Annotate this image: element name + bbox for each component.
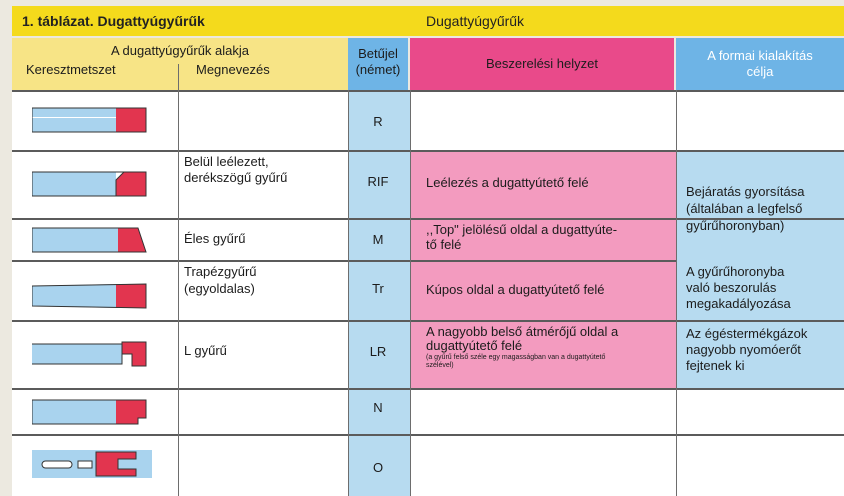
col-line [178, 90, 179, 496]
name-tr-line2: (egyoldalas) [184, 281, 255, 296]
position-lr-note-line1: (a gyűrű felső széle egy magasságban van a dugattyútető [426, 354, 606, 361]
purpose-tr-line2: való beszorulás [686, 280, 777, 295]
row-line [12, 260, 676, 262]
code-tr: Tr [372, 281, 384, 296]
ring-section-l-shaped-icon [32, 340, 152, 368]
row-line [12, 320, 844, 322]
code-n: N [373, 400, 383, 415]
ring-section-keystone-icon [32, 282, 152, 310]
ring-section-oil-control-icon [32, 450, 152, 478]
name-lr: L gyűrű [184, 343, 227, 358]
code-rif: RIF [367, 174, 389, 189]
title-bar [12, 6, 844, 36]
piston-ring-table [12, 38, 844, 496]
position-m-line2: tő felé [426, 237, 462, 252]
name-tr-line1: Trapézgyűrű [184, 264, 257, 279]
name-rif-line2: derékszögű gyűrű [184, 170, 288, 185]
header-name: Megnevezés [196, 62, 270, 77]
section-title: Dugattyúgyűrűk [426, 13, 525, 29]
purpose-tr-line3: megakadályozása [686, 296, 791, 311]
ring-section-rectangular-icon [32, 106, 152, 134]
header-position-label: Beszerelési helyzet [486, 56, 598, 71]
table-title: 1. táblázat. Dugattyúgyűrűk [22, 13, 205, 29]
purpose-merged-line2: (általában a legfelső [686, 201, 803, 216]
name-m: Éles gyűrű [184, 231, 246, 246]
header-code-line2: (német) [355, 62, 401, 77]
header-shape-group-label: A dugattyúgyűrűk alakja [110, 43, 250, 58]
purpose-lr-line2: nagyobb nyomóerőt [686, 342, 801, 357]
ring-section-napier-icon [32, 398, 152, 426]
purpose-lr-line1: Az égéstermékgázok [686, 326, 808, 341]
code-lr: LR [369, 344, 387, 359]
col-line [410, 90, 411, 496]
position-rif: Leélezés a dugattyútető felé [426, 175, 589, 190]
code-m: M [372, 232, 384, 247]
position-lr-line1: A nagyobb belső átmérőjű oldal a [426, 324, 619, 339]
row-line [12, 388, 844, 390]
row-line [12, 150, 844, 152]
purpose-lr-line3: fejtenek ki [686, 358, 745, 373]
code-r: R [373, 114, 383, 129]
purpose-tr-line1: A gyűrűhoronyba [686, 264, 785, 279]
row-line [12, 434, 844, 436]
header-divider [178, 64, 179, 90]
position-m-line1: ,,Top" jelölésű oldal a dugattyúte- [426, 222, 618, 237]
name-rif-line1: Belül leélezett, [184, 154, 269, 169]
row-line [12, 90, 844, 92]
position-tr: Kúpos oldal a dugattyútető felé [426, 282, 605, 297]
header-cross-section: Keresztmetszet [26, 62, 116, 77]
ring-section-taper-faced-icon [32, 226, 152, 254]
position-lr-note-line2: szélével) [426, 362, 454, 369]
purpose-merged-line1: Bejáratás gyorsítása [686, 184, 805, 199]
col-line [676, 90, 677, 496]
header-purpose-line2: célja [746, 64, 774, 79]
header-code-line1: Betűjel [358, 46, 398, 61]
header-purpose-line1: A formai kialakítás [707, 48, 813, 63]
ring-section-inner-bevel-icon [32, 170, 152, 198]
purpose-merged-line3: gyűrűhoronyban) [686, 218, 785, 233]
position-lr-line2: dugattyútető felé [426, 338, 523, 353]
code-o: O [372, 460, 384, 475]
